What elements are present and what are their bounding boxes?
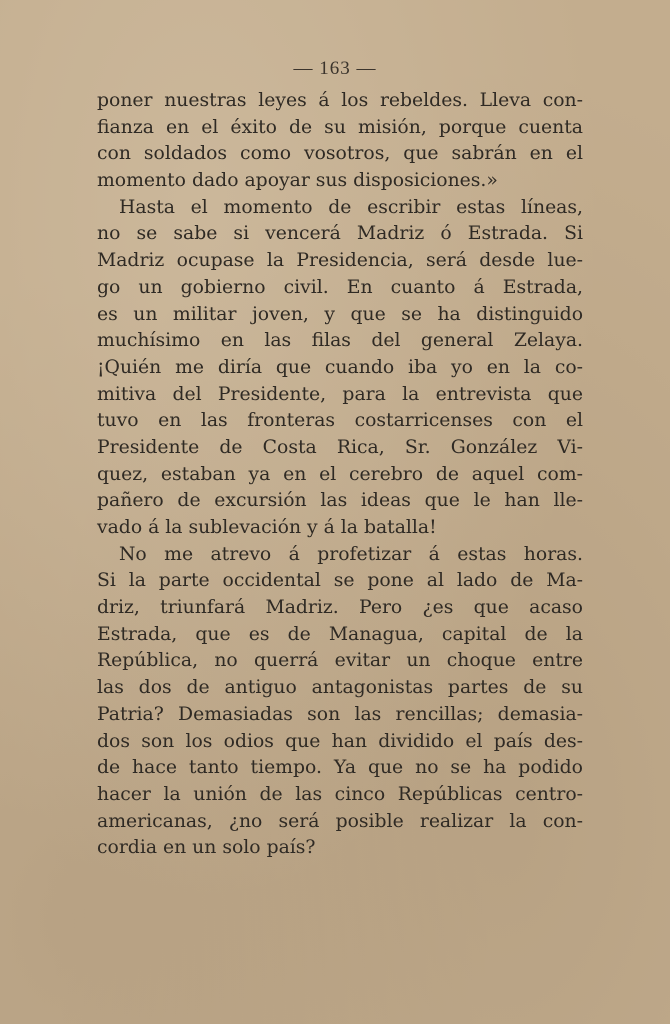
text-line: pañero de excursión las ideas que le han lle- [97,490,583,512]
text-line: vado á la sublevación y á la batalla! [97,517,437,538]
text-line: con soldados como vosotros, que sabrán en el [97,143,583,165]
text-line: Patria? Demasiadas son las rencillas; demasia- [97,703,583,725]
text-line: dos son los odios que han dividido el país des- [97,730,583,752]
text-line: Hasta el momento de escribir estas líneas, [119,196,583,218]
text-line: Estrada, que es de Managua, capital de la [97,623,583,645]
text-line: go un gobierno civil. En cuanto á Estrada, [97,276,583,298]
text-line: de hace tanto tiempo. Ya que no se ha podido [97,757,583,779]
text-line: Presidente de Costa Rica, Sr. González Vi- [97,436,583,458]
text-line: no se sabe si vencerá Madriz ó Estrada. Si [97,223,583,245]
text-line: las dos de antiguo antagonistas partes de su [97,677,583,699]
text-line: muchísimo en las filas del general Zelaya. [97,330,583,352]
text-line: momento dado apoyar sus disposiciones.» [97,170,498,192]
text-line: quez, estaban ya en el cerebro de aquel com- [97,463,583,485]
text-line: Madriz ocupase la Presidencia, será desde lue- [97,250,583,272]
body-text [97,88,583,862]
text-line: poner nuestras leyes á los rebeldes. Lleva con- [97,90,583,111]
page-number: — 163 — [293,58,377,79]
text-line: hacer la unión de las cinco Repúblicas centro- [97,783,583,805]
text-line: mitiva del Presidente, para la entrevista que [97,383,583,405]
text-line: tuvo en las fronteras costarricenses con el [97,410,583,432]
text-line: driz, triunfará Madriz. Pero ¿es que acaso [97,597,583,619]
text-line: ¡Quién me diría que cuando iba yo en la co- [97,356,583,378]
text-line: fianza en el éxito de su misión, porque cuenta [97,116,583,138]
text-line: es un militar joven, y que se ha distinguido [97,303,583,325]
text-line: No me atrevo á profetizar á estas horas. [119,543,583,565]
text-line: cordia en un solo país? [97,837,316,859]
text-line: República, no querrá evitar un choque entre [97,650,583,672]
text-line: americanas, ¿no será posible realizar la con- [97,810,583,832]
text-line: Si la parte occidental se pone al lado de Ma- [97,570,583,592]
